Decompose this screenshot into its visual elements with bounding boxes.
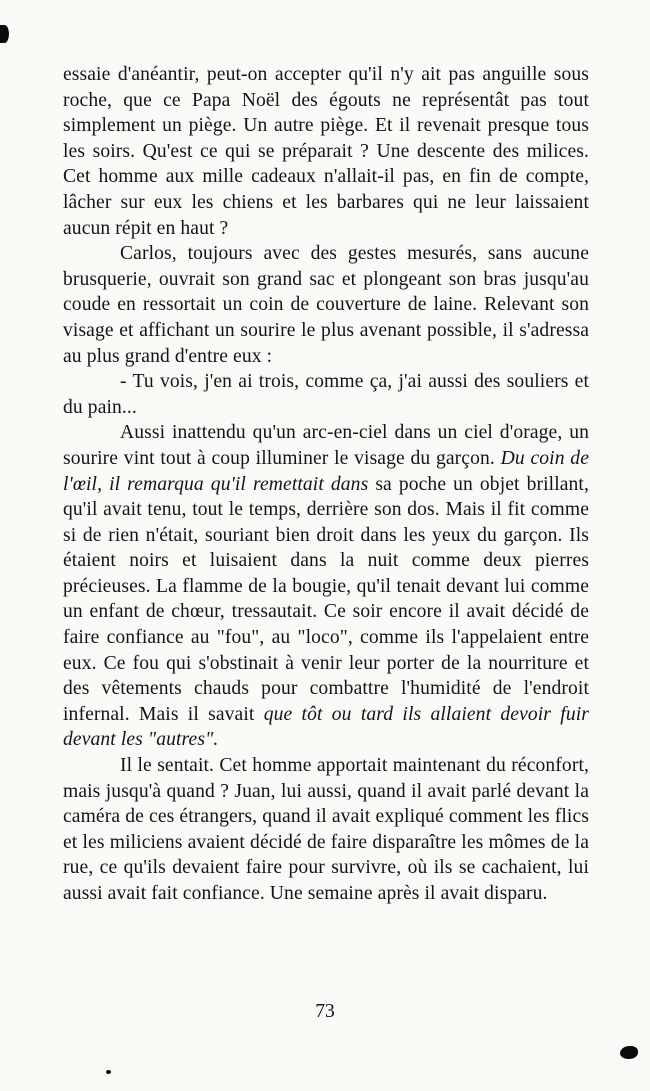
paragraph bbox=[63, 241, 589, 369]
text-run: Aussi inattendu qu'un arc-en-ciel dans un ciel d'orage, un sourire vint tout à coup illuminer le visage du garçon. bbox=[63, 422, 589, 469]
paragraph bbox=[63, 420, 589, 753]
page-number: 73 bbox=[315, 1001, 335, 1022]
scan-artifact bbox=[106, 1070, 111, 1074]
page-text bbox=[63, 62, 589, 907]
text-run: - Tu vois, j'en ai trois, comme ça, j'ai aussi des souliers et du pain... bbox=[63, 371, 589, 418]
italic-text-run: Du coin de l'œil, il remarqua qu'il remettait dans bbox=[63, 447, 589, 495]
paragraph bbox=[63, 369, 589, 420]
paragraph bbox=[63, 62, 589, 241]
text-run: Carlos, toujours avec des gestes mesurés, sans aucune brusquerie, ouvrait son grand sac et plongeant son bras jusqu'au coude en ressortait un coin de couverture de laine. Relevant son visage et affichant un sourire le plus avenant possible, il s'adressa au plus grand d'entre eux : bbox=[63, 243, 589, 367]
text-run: sa poche un objet brillant, qu'il avait tenu, tout le temps, derrière son dos. Mais il fit comme si de rien n'était, souriant bien droit dans les yeux du garçon. Ils étaient noirs et luisaient dans la nuit comme deux pierres précieuses. La flamme de la bougie, qu'il tenait devant lui comme un enfant de chœur, tressautait. Ce soir encore il avait décidé de faire confiance au "fou", au "loco", comme ils l'appelaient entre eux. Ce fou qui s'obstinait à venir leur porter de la nourriture et des vêtements chauds pour combattre l'humidité de l'endroit infernal. Mais il savait bbox=[63, 473, 589, 725]
text-run: essaie d'anéantir, peut-on accepter qu'il n'y ait pas anguille sous roche, que ce Papa Noël des égouts ne représentât pas tout simplement un piège. Un autre piège. Et il revenait presque tous les soirs. Qu'est ce qui se préparait ? Une descente des milices. Cet homme aux mille cadeaux n'allait-il pas, en fin de compte, lâcher sur eux les chiens et les barbares qui ne leur laissaient aucun répit en haut ? bbox=[63, 64, 589, 239]
text-run: Il le sentait. Cet homme apportait maintenant du réconfort, mais jusqu'à quand ? Juan, lui aussi, quand il avait parlé devant la caméra de ces étrangers, quand il avait expliqué comment les flics et les miliciens avaient décidé de faire disparaître les mômes de la rue, ce qu'ils devaient faire pour survivre, où ils se cachaient, lui aussi avait fait confiance. Une semaine après il avait disparu. bbox=[63, 755, 589, 904]
paragraph bbox=[63, 753, 589, 907]
italic-text-run: que tôt ou tard ils allaient devoir fuir devant les "autres". bbox=[63, 703, 589, 751]
scan-artifact bbox=[620, 1046, 638, 1059]
scan-artifact bbox=[0, 25, 9, 43]
